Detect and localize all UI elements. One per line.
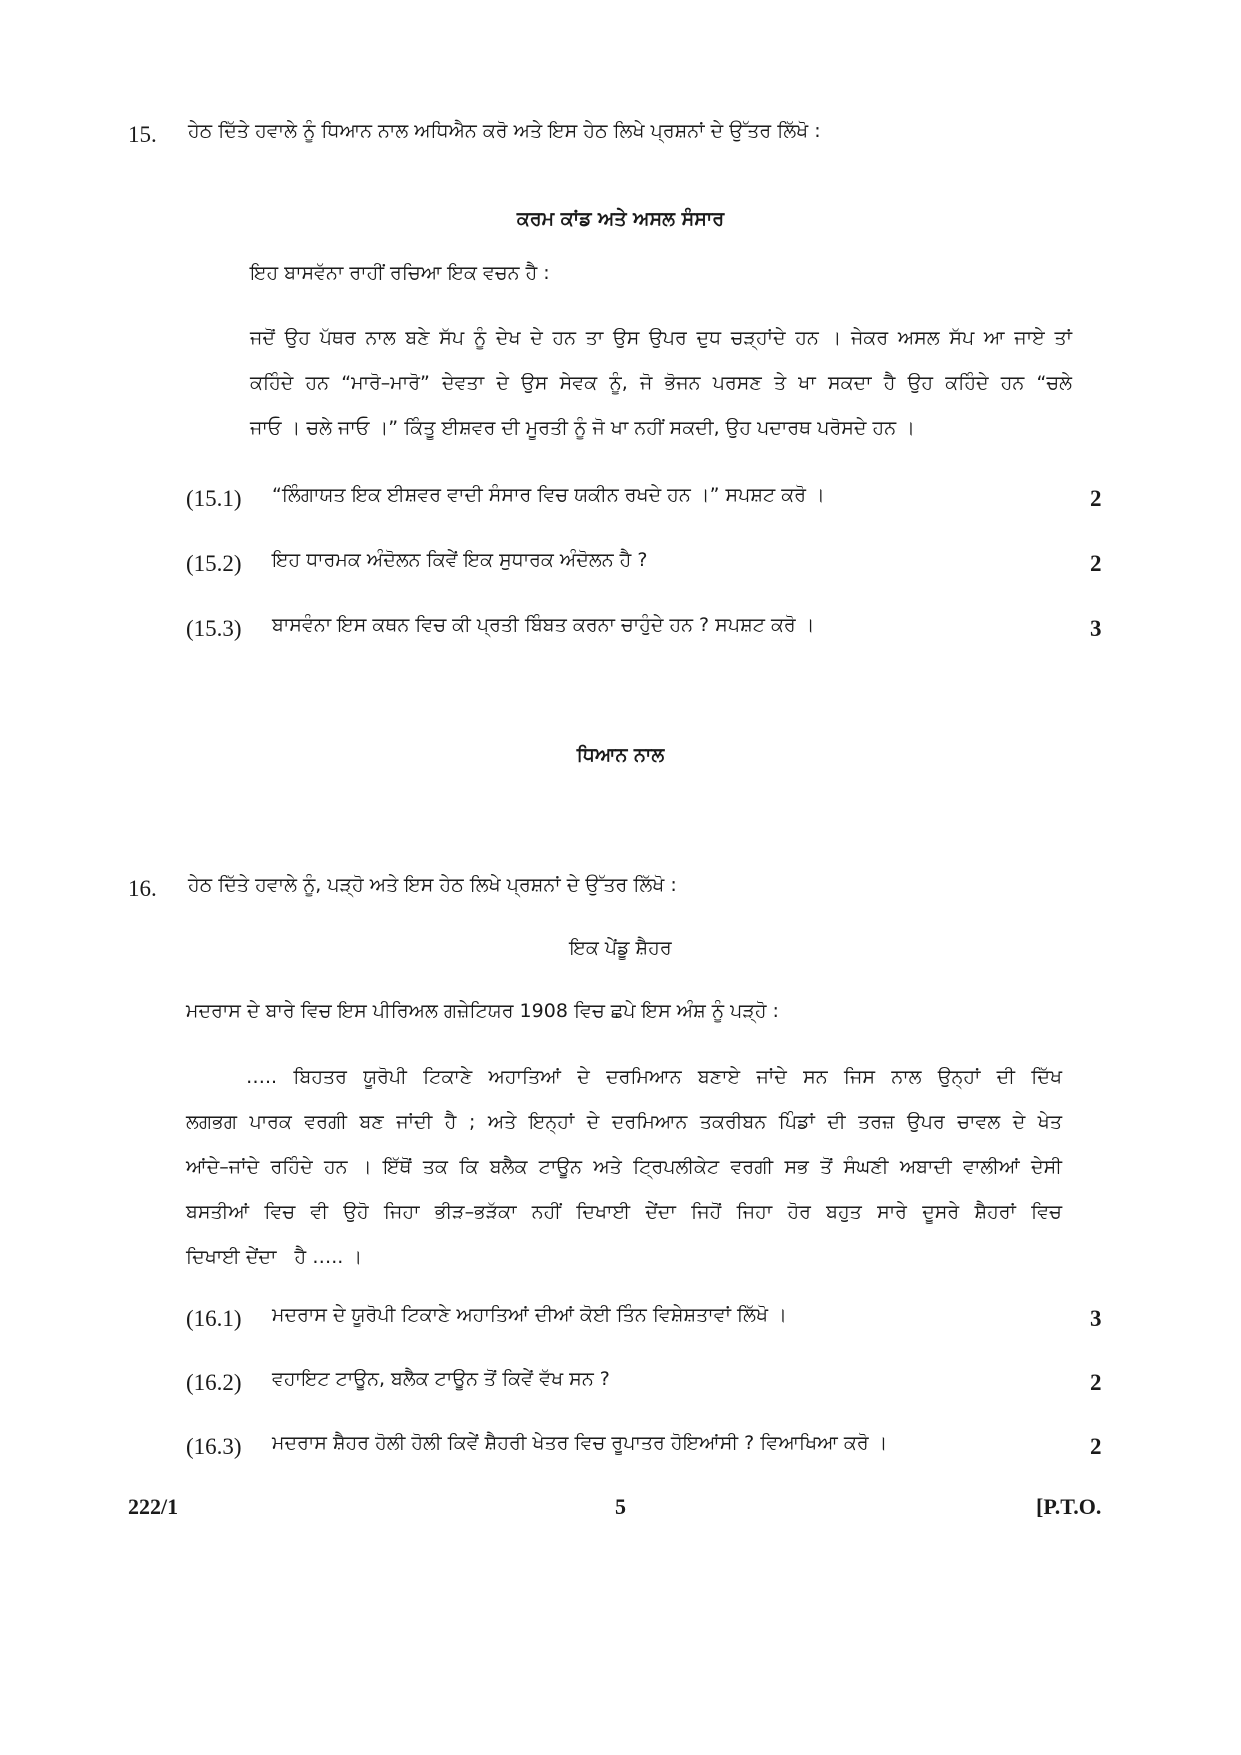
passage-15-line: ਜਦੋਂ ਉਹ ਪੱਥਰ ਨਾਲ ਬਣੇ ਸੱਪ ਨੂੰ ਦੇਖ ਦੇ ਹਨ ਤਾ ਉਸ ਉਪਰ ਦੁਧ ਚੜ੍ਹਾਂਦੇ ਹਨ । ਜੇਕਰ ਅਸਲ ਸੱਪ ਆ ਜਾਏ ਤਾਂ (250, 327, 1072, 349)
passage-16-intro: ਮਦਰਾਸ ਦੇ ਬਾਰੇ ਵਿਚ ਇਸ ਪੀਰਿਅਲ ਗਜ਼ੇਟਿਯਰ 1908 ਵਿਚ ਛਪੇ ਇਸ ਅੰਸ਼ ਨੂੰ ਪੜ੍ਹੋ : (186, 1000, 779, 1022)
subquestion-15-3-text: ਬਾਸਵੰਨਾ ਇਸ ਕਥਨ ਵਿਚ ਕੀ ਪ੍ਰਤੀ ਬਿੰਬਤ ਕਰਨਾ ਚਾਹੁੰਦੇ ਹਨ ? ਸਪਸ਼ਟ ਕਰੋ । (272, 614, 815, 636)
subquestion-15-2-marks: 2 (1090, 551, 1102, 576)
passage-16-line: ….. ਬਿਹਤਰ ਯੂਰੋਪੀ ਟਿਕਾਣੇ ਅਹਾਤਿਆਂ ਦੇ ਦਰਮਿਆਨ ਬਣਾਏ ਜਾਂਦੇ ਸਨ ਜਿਸ ਨਾਲ ਉਨ੍ਹਾਂ ਦੀ ਦਿੱਖ (246, 1066, 1062, 1088)
subquestion-15-2-text: ਇਹ ਧਾਰਮਕ ਅੰਦੋਲਨ ਕਿਵੇਂ ਇਕ ਸੁਧਾਰਕ ਅੰਦੋਲਨ ਹੈ ? (272, 549, 648, 571)
subquestion-15-1-number: (15.1) (186, 486, 242, 511)
question-16-number: 16. (128, 876, 157, 901)
paper-code: 222/1 (128, 1494, 179, 1519)
passage-16-line: ਆਂਦੇ–ਜਾਂਦੇ ਰਹਿੰਦੇ ਹਨ । ਇੱਥੋਂ ਤਕ ਕਿ ਬਲੈਕ ਟਾਊਨ ਅਤੇ ਟ੍ਰਿਪਲੀਕੇਟ ਵਰਗੀ ਸਭ ਤੋਂ ਸੰਘਣੀ ਅਬਾਦੀ ਵਾਲੀਆਂ ਦੇਸੀ (186, 1156, 1062, 1178)
subquestion-16-2-marks: 2 (1090, 1370, 1102, 1395)
passage-16-line: ਲਗਭਗ ਪਾਰਕ ਵਰਗੀ ਬਣ ਜਾਂਦੀ ਹੈ ; ਅਤੇ ਇਨ੍ਹਾਂ ਦੇ ਦਰਮਿਆਨ ਤਕਰੀਬਨ ਪਿੰਡਾਂ ਦੀ ਤਰਜ਼ ਉਪਰ ਚਾਵਲ ਦੇ ਖੇਤ (186, 1111, 1062, 1133)
subquestion-16-3-text: ਮਦਰਾਸ ਸ਼ੈਹਰ ਹੋਲੀ ਹੋਲੀ ਕਿਵੇਂ ਸ਼ੈਹਰੀ ਖੇਤਰ ਵਿਚ ਰੂਪਾਤਰ ਹੋਇਆਂਸੀ ? ਵਿਆਖਿਆ ਕਰੋ । (272, 1432, 888, 1454)
passage-15-intro: ਇਹ ਬਾਸਵੱਨਾ ਰਾਹੀਂ ਰਚਿਆ ਇਕ ਵਚਨ ਹੈ : (250, 262, 550, 284)
question-15-instruction: ਹੇਠ ਦਿੱਤੇ ਹਵਾਲੇ ਨੂੰ ਧਿਆਨ ਨਾਲ ਅਧਿਐਨ ਕਰੋ ਅਤੇ ਇਸ ਹੇਠ ਲਿਖੇ ਪ੍ਰਸ਼ਨਾਂ ਦੇ ਉੱਤਰ ਲਿੱਖੋ : (188, 120, 821, 142)
subquestion-16-1-text: ਮਦਰਾਸ ਦੇ ਯੂਰੋਪੀ ਟਿਕਾਣੇ ਅਹਾਤਿਆਂ ਦੀਆਂ ਕੋਈ ਤਿੰਨ ਵਿਸ਼ੇਸ਼ਤਾਵਾਂ ਲਿੱਖੋ । (272, 1304, 787, 1326)
subquestion-15-3-marks: 3 (1090, 616, 1102, 641)
subquestion-16-3-number: (16.3) (186, 1434, 242, 1459)
subquestion-15-2-number: (15.2) (186, 551, 242, 576)
passage-15-line: ਕਹਿੰਦੇ ਹਨ “ਮਾਰੋ–ਮਾਰੋ” ਦੇਵਤਾ ਦੇ ਉਸ ਸੇਵਕ ਨੂੰ, ਜੋ ਭੋਜਨ ਪਰਸਣ ਤੇ ਖਾ ਸਕਦਾ ਹੈ ਉਹ ਕਹਿੰਦੇ ਹਨ “ਚਲੇ (250, 372, 1072, 394)
passage-15-line: ਜਾਓ । ਚਲੇ ਜਾਓ ।” ਕਿੰਤੂ ਈਸ਼ਵਰ ਦੀ ਮੂਰਤੀ ਨੂੰ ਜੋ ਖਾ ਨਹੀਂ ਸਕਦੀ, ਉਹ ਪਦਾਰਥ ਪਰੋਸਦੇ ਹਨ । (250, 417, 915, 439)
subquestion-16-2-number: (16.2) (186, 1370, 242, 1395)
pto-label: [P.T.O. (1036, 1494, 1102, 1519)
passage-15 (250, 316, 1072, 451)
subquestion-16-2-text: ਵਹਾਇਟ ਟਾਊਨ, ਬਲੈਕ ਟਾਊਨ ਤੋਂ ਕਿਵੇਂ ਵੱਖ ਸਨ ? (272, 1368, 610, 1390)
passage-15-title: ਕਰਮ ਕਾਂਡ ਅਤੇ ਅਸਲ ਸੰਸਾਰ (516, 208, 725, 230)
subquestion-15-1-marks: 2 (1090, 486, 1102, 511)
notice-heading: ਧਿਆਨ ਨਾਲ (576, 744, 665, 766)
subquestion-15-1-text: “ਲਿੰਗਾਯਤ ਇਕ ਈਸ਼ਵਰ ਵਾਦੀ ਸੰਸਾਰ ਵਿਚ ਯਕੀਨ ਰਖਦੇ ਹਨ ।” ਸਪਸ਼ਟ ਕਰੋ । (272, 484, 825, 506)
passage-16-line: ਬਸਤੀਆਂ ਵਿਚ ਵੀ ਉਹੋ ਜਿਹਾ ਭੀੜ–ਭੜੱਕਾ ਨਹੀਂ ਦਿਖਾਈ ਦੇਂਦਾ ਜਿਹੋਂ ਜਿਹਾ ਹੋਰ ਬਹੁਤ ਸਾਰੇ ਦੂਸਰੇ ਸ਼ੈਹਰਾਂ ਵਿਚ (186, 1201, 1062, 1223)
question-16-instruction: ਹੇਠ ਦਿੱਤੇ ਹਵਾਲੇ ਨੂੰ, ਪੜ੍ਹੋ ਅਤੇ ਇਸ ਹੇਠ ਲਿਖੇ ਪ੍ਰਸ਼ਨਾਂ ਦੇ ਉੱਤਰ ਲਿੱਖੋ : (188, 874, 677, 896)
passage-16-line: ਦਿਖਾਈ ਦੇਂਦਾ ਹੈ ….. । (186, 1246, 363, 1268)
subquestion-16-1-number: (16.1) (186, 1306, 242, 1331)
question-15-number: 15. (128, 122, 157, 147)
passage-16 (186, 1055, 1062, 1280)
subquestion-16-1-marks: 3 (1090, 1306, 1102, 1331)
subquestion-16-3-marks: 2 (1090, 1434, 1102, 1459)
passage-16-title: ਇਕ ਪੇਂਡੂ ਸ਼ੈਹਰ (569, 937, 672, 959)
subquestion-15-3-number: (15.3) (186, 616, 242, 641)
page-number: 5 (615, 1494, 626, 1519)
